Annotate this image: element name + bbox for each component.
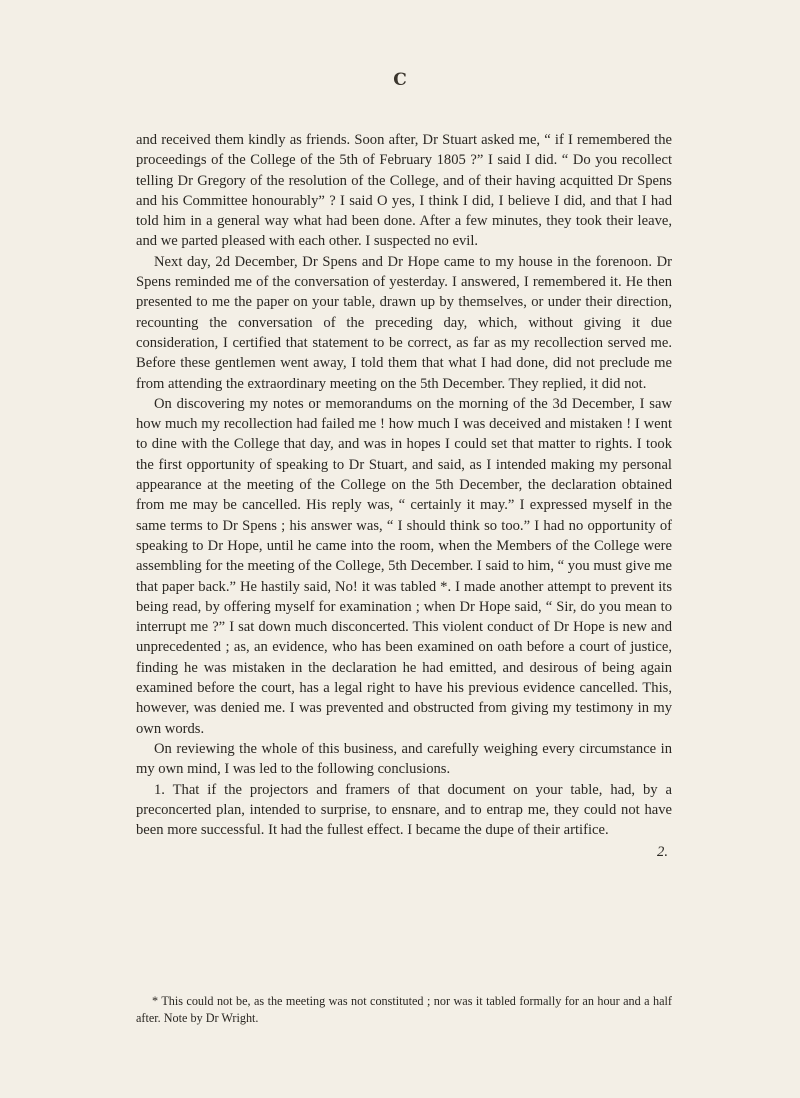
paragraph: Next day, 2d December, Dr Spens and Dr Hope came to my house in the forenoon. Dr Spens reminded me of the conversation of yesterday. I answered, I remembered it. He then presented to me the paper on your table, drawn up by themselves, or under their direction, recounting the conversation of the preceding day, which, without giving it due consideration, I certified that statement to be correct, as far as my recollection served me. Before these gentlemen went away, I told them that what I had done, did not preclude me from attending the extraordinary meeting on the 5th December. They replied, it did not. (136, 253, 672, 392)
footnote: * This could not be, as the meeting was not constituted ; nor was it tabled formally for an hour and a half after. Note by Dr Wright. (136, 994, 672, 1025)
body-text (136, 130, 672, 863)
page-signature-mark: C (393, 70, 407, 90)
paragraph: On reviewing the whole of this business, and carefully weighing every circumstance in my own mind, I was led to the following conclusions. (136, 740, 672, 778)
catchword: 2. (657, 844, 668, 861)
paragraph: and received them kindly as friends. Soon after, Dr Stuart asked me, “ if I remembered the proceedings of the College of the 5th of February 1805 ?” I said I did. “ Do you recollect telling Dr Gregory of the resolution of the College, and of their having acquitted Dr Spens and his Committee honourably” ? I said O yes, I think I did, I believe I did, and that I had told him in a general way what had been done. After a few minutes, they took their leave, and we parted pleased with each other. I suspected no evil. (136, 132, 672, 250)
paragraph: On discovering my notes or memorandums on the morning of the 3d December, I saw how much my recollection had failed me ! how much I was deceived and mistaken ! I went to dine with the College that day, and was in hopes I could set that matter to rights. I took the first opportunity of speaking to Dr Stuart, and said, as I intended making my personal appearance at the meeting of the College on the 5th December, the declaration obtained from me may be cancelled. His reply was, “ certainly it may.” I expressed myself in the same terms to Dr Spens ; his answer was, “ I should think so too.” I had no opportunity of speaking to Dr Hope, until he came into the room, when the Members of the College were assembling for the meeting of the College, 5th December. I said to him, “ you must give me that paper back.” He hastily said, No! it was tabled *. I made another attempt to prevent its being read, by offering myself for examination ; when Dr Hope said, “ Sir, do you mean to interrupt me ?” I sat down much disconcerted. This violent conduct of Dr Hope is new and unprecedented ; as, an evidence, who has been examined on oath before a court of justice, finding he was mistaken in the declaration he had emitted, and desirous of being again examined before the court, has a legal right to have his previous evidence cancelled. This, however, was denied me. I was prevented and obstructed from giving my testimony in my own words. (136, 395, 672, 737)
paragraph: 1. That if the projectors and framers of that document on your table, had, by a preconcerted plan, intended to surprise, to ensnare, and to entrap me, they could not have been more successful. It had the fullest effect. I became the dupe of their artifice. (136, 781, 672, 839)
